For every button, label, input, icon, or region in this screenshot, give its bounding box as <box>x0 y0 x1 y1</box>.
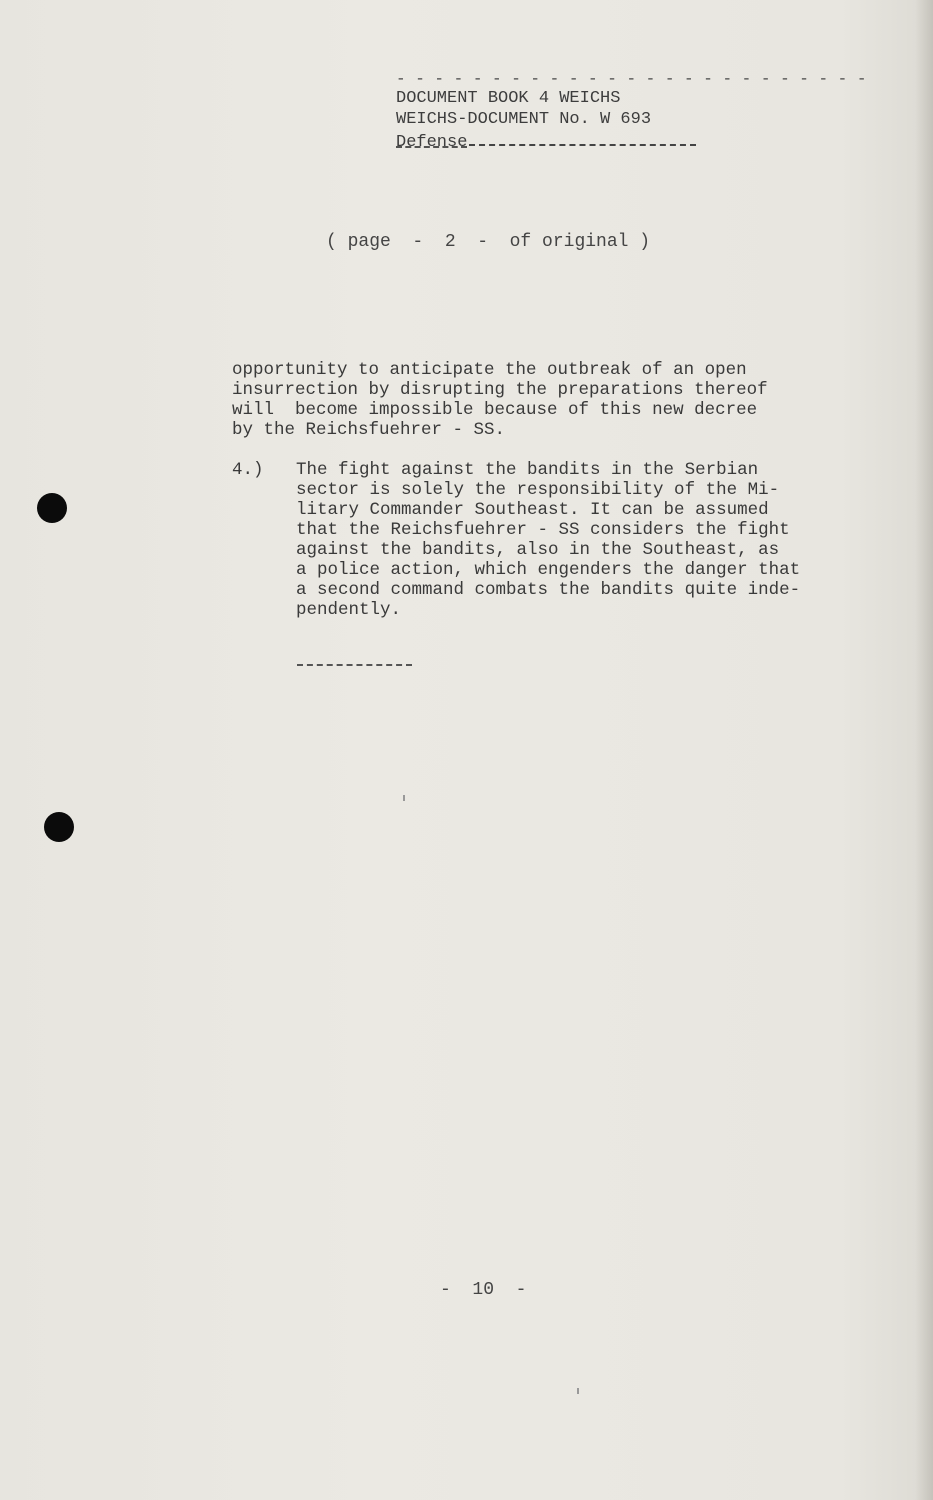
page-number: - 10 - <box>440 1280 527 1300</box>
end-rule <box>297 664 412 666</box>
header-top-rule: - - - - - - - - - - - - - - - - - - - - - - - - - <box>396 70 867 88</box>
item-line: a police action, which engenders the danger that <box>296 560 801 580</box>
punch-hole <box>44 812 74 842</box>
item-body <box>296 460 876 620</box>
paper-speck <box>577 1388 579 1394</box>
paragraph-line: opportunity to anticipate the outbreak of an open <box>232 360 747 380</box>
item-line: against the bandits, also in the Southeast, as <box>296 540 780 560</box>
item-number: 4.) <box>232 460 264 480</box>
defense-line <box>396 130 696 153</box>
defense-rule <box>469 130 696 146</box>
page-edge-shadow <box>915 0 933 1500</box>
paragraph-line: by the Reichsfuehrer - SS. <box>232 420 506 440</box>
document-header <box>396 70 867 153</box>
paragraph-line: will become impossible because of this new decree <box>232 400 758 420</box>
item-line: pendently. <box>296 600 402 620</box>
document-book-line: DOCUMENT BOOK 4 WEICHS <box>396 89 621 108</box>
punch-hole <box>37 493 67 523</box>
document-number-line: WEICHS-DOCUMENT No. W 693 <box>396 110 652 129</box>
page-reference: ( page - 2 - of original ) <box>326 232 651 252</box>
item-line: litary Commander Southeast. It can be assumed <box>296 500 769 520</box>
item-line: a second command combats the bandits quite inde- <box>296 580 801 600</box>
defense-label: Defense <box>396 133 468 152</box>
paper-speck <box>403 795 405 801</box>
item-line: sector is solely the responsibility of the Mi- <box>296 480 780 500</box>
opening-paragraph <box>232 360 852 440</box>
paragraph-line: insurrection by disrupting the preparations thereof <box>232 380 768 400</box>
item-line: that the Reichsfuehrer - SS considers the fight <box>296 520 790 540</box>
item-line: The fight against the bandits in the Serbian <box>296 460 759 480</box>
